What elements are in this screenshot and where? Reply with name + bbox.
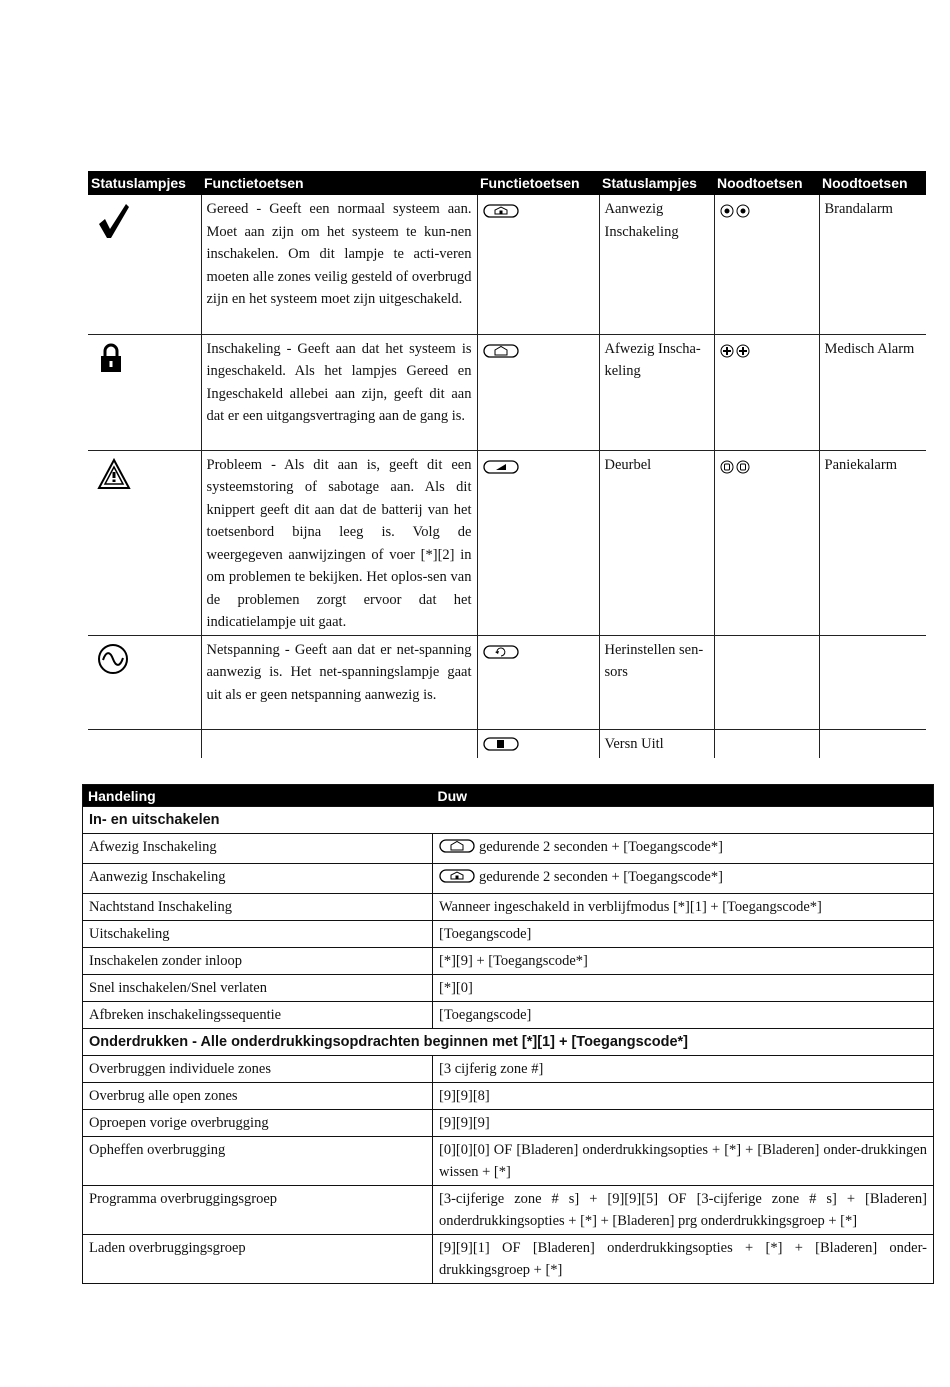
push-text: [3-cijferige zone # s] + [9][9][5] OF [3-cijferige zone # s] + [Bladeren] onderdrukkingsopties + [*] + [Bladeren] prg onderdrukkingsgroep + [*] bbox=[433, 1186, 934, 1235]
function-label: Deurbel bbox=[599, 450, 714, 635]
checkmark-icon bbox=[97, 202, 131, 240]
push-text: [9][9][1] OF [Bladeren] onderdrukkingsopties + [*] + [Bladeren] onder-drukkingsgroep + [*] bbox=[433, 1235, 934, 1284]
away-arm-key-icon[interactable] bbox=[483, 344, 519, 358]
push-text: Wanneer ingeschakeld in verblijfmodus [*][1] + [Toegangscode*] bbox=[433, 894, 934, 921]
table-row bbox=[83, 1235, 934, 1284]
emergency-label: Brandalarm bbox=[819, 195, 926, 334]
header-status-lights: Statuslampjes bbox=[91, 175, 186, 191]
section-heading: Onderdrukken - Alle onderdrukkingsopdrachten beginnen met [*][1] + [Toegangscode*] bbox=[83, 1029, 934, 1056]
push-text: gedurende 2 seconden + [Toegangscode*] bbox=[479, 839, 723, 855]
table-row bbox=[88, 195, 926, 334]
action-label: Opheffen overbrugging bbox=[83, 1137, 433, 1186]
table-row bbox=[83, 921, 934, 948]
chime-key-icon[interactable] bbox=[483, 460, 519, 474]
header-emergency-keys-2: Noodtoetsen bbox=[822, 175, 908, 191]
table-row bbox=[88, 450, 926, 635]
row-description: Netspanning - Geeft aan dat er net-spanning aanwezig is. Het net-spanningslampje gaat uit als er geen netspanning aanwezig is. bbox=[201, 635, 477, 729]
action-label: Inschakelen zonder inloop bbox=[83, 948, 433, 975]
push-text: [*][9] + [Toegangscode*] bbox=[433, 948, 934, 975]
row-description: Gereed - Geeft een normaal systeem aan. Moet aan zijn om het systeem te kun-nen inschakelen. Om dit lampje te acti-veren moeten alle zones veilig gesteld of overbrugd zijn en het systeem moet zijn uitgeschakeld. bbox=[201, 195, 477, 334]
push-text: [3 cijferig zone #] bbox=[433, 1056, 934, 1083]
reset-key-icon[interactable] bbox=[483, 645, 519, 659]
header-push: Duw bbox=[437, 787, 468, 804]
quick-exit-key-icon[interactable] bbox=[483, 737, 519, 751]
table-row bbox=[83, 1002, 934, 1029]
action-label: Oproepen vorige overbrugging bbox=[83, 1110, 433, 1137]
stay-arm-key-icon[interactable] bbox=[483, 204, 519, 218]
action-label: Afbreken inschakelingssequentie bbox=[83, 1002, 433, 1029]
action-label: Overbruggen individuele zones bbox=[83, 1056, 433, 1083]
action-label: Afwezig Inschakeling bbox=[83, 834, 433, 864]
row-description: Probleem - Als dit aan is, geeft dit een systeemstoring of sabotage aan. Als dit knippert geeft dit aan dat de batterij van het toetsenbord bijna leeg is. Volg de weergegeven aanwijzingen of voer [*][2] in om problemen te bekijken. Het oplos-sen van de problemen zorgt ervoor dat het indicatielampje uit gaat. bbox=[201, 450, 477, 635]
function-label: Herinstellen sen-sors bbox=[599, 635, 714, 729]
push-text: [Toegangscode] bbox=[433, 1002, 934, 1029]
bottom-table-header bbox=[83, 785, 934, 807]
push-text: [9][9][8] bbox=[433, 1083, 934, 1110]
header-function-keys: Functietoetsen bbox=[204, 175, 304, 191]
action-label: Overbrug alle open zones bbox=[83, 1083, 433, 1110]
stay-arm-key-icon bbox=[439, 869, 475, 883]
action-label: Laden overbruggingsgroep bbox=[83, 1235, 433, 1284]
actions-table bbox=[82, 784, 934, 1284]
action-label: Uitschakeling bbox=[83, 921, 433, 948]
table-row bbox=[83, 1083, 934, 1110]
table-row bbox=[83, 834, 934, 864]
table-row bbox=[83, 1186, 934, 1235]
push-text: [Toegangscode] bbox=[433, 921, 934, 948]
fire-keys-icon[interactable] bbox=[720, 204, 750, 218]
table-row bbox=[83, 894, 934, 921]
push-text: [9][9][9] bbox=[433, 1110, 934, 1137]
header-function-keys-2: Functietoetsen bbox=[480, 175, 580, 191]
table-row bbox=[88, 334, 926, 450]
table-row bbox=[83, 975, 934, 1002]
table-row bbox=[83, 1137, 934, 1186]
header-status-lights-2: Statuslampjes bbox=[602, 175, 697, 191]
warning-triangle-icon bbox=[97, 458, 131, 490]
table-row bbox=[83, 948, 934, 975]
top-table-header bbox=[88, 171, 926, 195]
function-label: Afwezig Inscha-keling bbox=[599, 334, 714, 450]
table-row bbox=[88, 635, 926, 729]
action-label: Aanwezig Inschakeling bbox=[83, 864, 433, 894]
push-text: [0][0][0] OF [Bladeren] onderdrukkingsopties + [*] + [Bladeren] onder-drukkingen wissen + [*] bbox=[433, 1137, 934, 1186]
push-text: [*][0] bbox=[433, 975, 934, 1002]
padlock-icon bbox=[97, 342, 125, 374]
action-label: Nachtstand Inschakeling bbox=[83, 894, 433, 921]
panic-keys-icon[interactable] bbox=[720, 460, 750, 474]
table-row bbox=[83, 1110, 934, 1137]
header-action: Handeling bbox=[88, 787, 156, 804]
header-emergency-keys: Noodtoetsen bbox=[717, 175, 803, 191]
status-keys-table bbox=[88, 171, 926, 758]
table-row bbox=[88, 729, 926, 758]
action-label: Programma overbruggingsgroep bbox=[83, 1186, 433, 1235]
away-arm-key-icon bbox=[439, 839, 475, 853]
table-row bbox=[83, 1056, 934, 1083]
row-description: Inschakeling - Geeft aan dat het systeem is ingeschakeld. Als het lampjes Gereed en Ingeschakeld allebei aan zijn, geeft dit aan dat er een uitgangsvertraging aan de gang is. bbox=[201, 334, 477, 450]
emergency-label: Paniekalarm bbox=[819, 450, 926, 635]
medical-keys-icon[interactable] bbox=[720, 344, 750, 358]
section-heading: In- en uitschakelen bbox=[83, 807, 934, 834]
push-text: gedurende 2 seconden + [Toegangscode*] bbox=[479, 869, 723, 885]
emergency-label: Medisch Alarm bbox=[819, 334, 926, 450]
table-row bbox=[83, 864, 934, 894]
action-label: Snel inschakelen/Snel verlaten bbox=[83, 975, 433, 1002]
ac-power-icon bbox=[97, 643, 129, 675]
function-label: Aanwezig Inschakeling bbox=[599, 195, 714, 334]
function-label: Versn Uitl bbox=[599, 729, 714, 758]
